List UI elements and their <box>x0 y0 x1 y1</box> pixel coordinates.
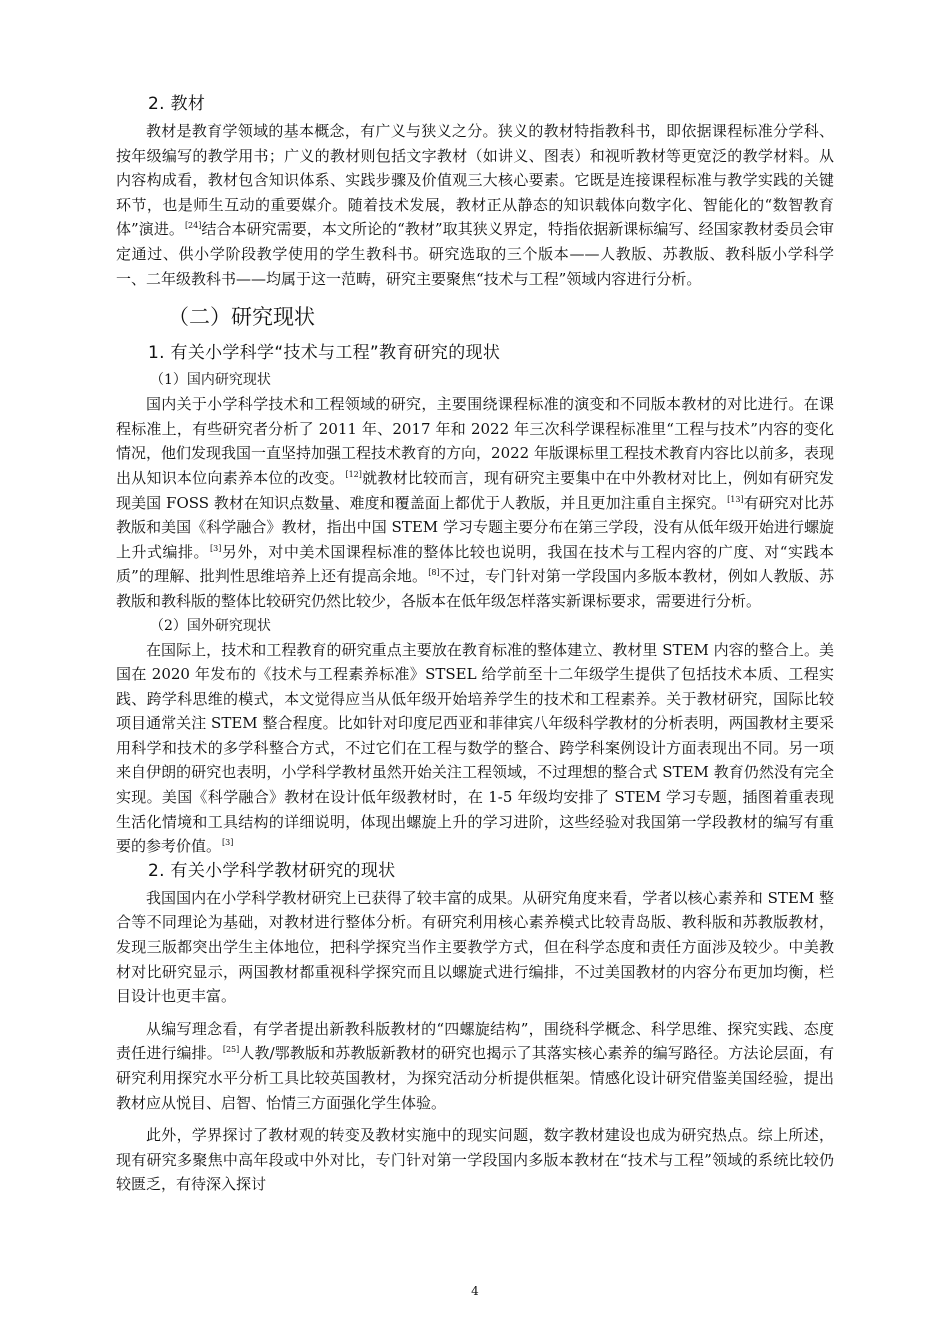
text-run: 在国际上，技术和工程教育的研究重点主要放在教育标准的整体建立、教材里 STEM 内容的整合上。美国在 2020 年发布的《技术与工程素养标准》STSEL 给学前至十二年级学生提供了包括技术本质、工程实践、跨学科思维的模式，本文觉得应当从低年级开始培养学生的技术和工程素养。关于教材研究，国际比较项目通常关注 STEM 整合程度。比如针对印度尼西亚和菲律宾八年级科学教材的分析表明，两国教材主要采用科学和技术的多学科整合方式，不过它们在工程与数学的整合、跨学科案例设计方面表现出不同。另一项来自伊朗的研究也表明，小学科学教材虽然开始关注工程领域，不过理想的整合式 STEM 教育仍然没有完全实现。美国《科学融合》教材在设计低年级教材时，在 1-5 年级均安排了 STEM 学习专题，插图着重表现生活化情境和工具结构的详细说明，体现出螺旋上升的学习进阶，这些经验对我国第一学段教材的编写有重要的参考价值。 <box>116 640 834 856</box>
page-content <box>116 92 834 1197</box>
citation-marker: [24] <box>184 221 202 231</box>
citation-marker: [12] <box>345 469 362 479</box>
text-run: 国内关于小学科学技术和工程领域的研究，主要围绕课程标准的演变和不同版本教材的对比进行。在课程标准上，有些研究者分析了 2011 年、2017 年和 2022 年三次科学课程标准里“工程与技术”内容的变化情况，他们发现我国一直坚持加强工程技术教育的方向，2022 年版课标里工程技术教育内容比以前多，表现出从知识本位向素养本位的改变。 <box>116 395 834 487</box>
text-run: 结合本研究需要，本文所论的“教材”取其狭义界定，特指依据新课标编写、经国家教材委员会审定通过、供小学阶段教学使用的学生教科书。研究选取的三个版本——人教版、苏教版、教科版小学科学一、二年级教科书——均属于这一范畴，研究主要聚焦“技术与工程”领域内容进行分析。 <box>116 220 834 288</box>
text-run: 另外，对中美术国课程标准的整体比较也说明，我国在技术与工程内容的广度、对“实践本质”的理解、批判性思维培养上还有提高余地。 <box>116 542 834 586</box>
text-run: 从编写理念看，有学者提出新教科版教材的“四螺旋结构”，围绕科学概念、科学思维、探究实践、态度责任进行编排。 <box>116 1019 834 1063</box>
citation-marker: [3] <box>210 543 222 553</box>
citation-marker: [8] <box>428 568 440 578</box>
paragraph-textbook-2 <box>116 1017 834 1115</box>
text-run: 有研究对比苏教版和美国《科学融合》教材，指出中国 STEM 学习专题主要分布在第三学段，没有从低年级开始进行螺旋上升式编排。 <box>116 493 834 561</box>
text-run: 我国国内在小学科学教材研究上已获得了较丰富的成果。从研究角度来看，学者以核心素养和 STEM 整合等不同理论为基础，对教材进行整体分析。有研究利用核心素养模式比较青岛版、教科版和苏教版教材，发现三版都突出学生主体地位，把科学探究当作主要教学方式，但在科学态度和责任方面涉及较少。中美教材对比研究显示，两国教材都重视科学探究而且以螺旋式进行编排，不过美国教材的内容分布更加均衡，栏目设计也更丰富。 <box>116 888 834 1006</box>
subsection-heading-textbook-research: 2. 有关小学科学教材研究的现状 <box>148 860 396 881</box>
paragraph-material <box>116 119 834 291</box>
section-heading-research-status: （二）研究现状 <box>168 305 315 330</box>
citation-marker: [13] <box>727 494 744 504</box>
subsection-heading-tech-engineering: 1. 有关小学科学“技术与工程”教育研究的现状 <box>148 343 501 364</box>
section-heading-material: 2. 教材 <box>148 94 206 114</box>
text-run: 教材是教育学领域的基本概念，有广义与狭义之分。狭义的教材特指教科书，即依据课程标准分学科、按年级编写的教学用书；广义的教材则包括文字教材（如讲义、图表）和视听教材等更宽泛的教学材料。从内容构成看，教材包含知识体系、实践步骤及价值观三大核心要素。它既是连接课程标准与教学实践的关键环节，也是师生互动的重要媒介。随着技术发展，教材正从静态的知识载体向数字化、智能化的“数智教育体”演进。 <box>116 122 834 239</box>
paragraph-domestic <box>116 392 834 613</box>
minor-heading-domestic: （1）国内研究现状 <box>150 372 271 389</box>
text-run: 不过，专门针对第一学段国内多版本教材，例如人教版、苏教版和教科版的整体比较研究仍然比较少，各版本在低年级怎样落实新课标要求，需要进行分析。 <box>116 567 834 610</box>
minor-heading-foreign: （2）国外研究现状 <box>150 617 271 634</box>
citation-marker: [3] <box>222 838 234 848</box>
page-number: 4 <box>471 1284 479 1298</box>
citation-marker: [25] <box>222 1045 240 1055</box>
paragraph-textbook-1 <box>116 886 834 1009</box>
text-run: 此外，学界探讨了教材观的转变及教材实施中的现实问题，数字教材建设也成为研究热点。综上所述，现有研究多聚焦中高年段或中外对比，专门针对第一学段国内多版本教材在“技术与工程”领域的系统比较仍较匮乏，有待深入探讨 <box>116 1126 834 1194</box>
paragraph-textbook-3 <box>116 1123 834 1197</box>
text-run: 就教材比较而言，现有研究主要集中在中外教材对比上，例如有研究发现美国 FOSS 教材在知识点数量、难度和覆盖面上都优于人教版，并且更加注重自主探究。 <box>116 468 834 512</box>
text-run: 人教/鄂教版和苏教版新教材的研究也揭示了其落实核心素养的编写路径。方法论层面，有研究利用探究水平分析工具比较英国教材，为探究活动分析提供框架。情感化设计研究借鉴美国经验，提出教材应从悦目、启智、怡情三方面强化学生体验。 <box>116 1044 834 1112</box>
paragraph-foreign <box>116 638 834 859</box>
